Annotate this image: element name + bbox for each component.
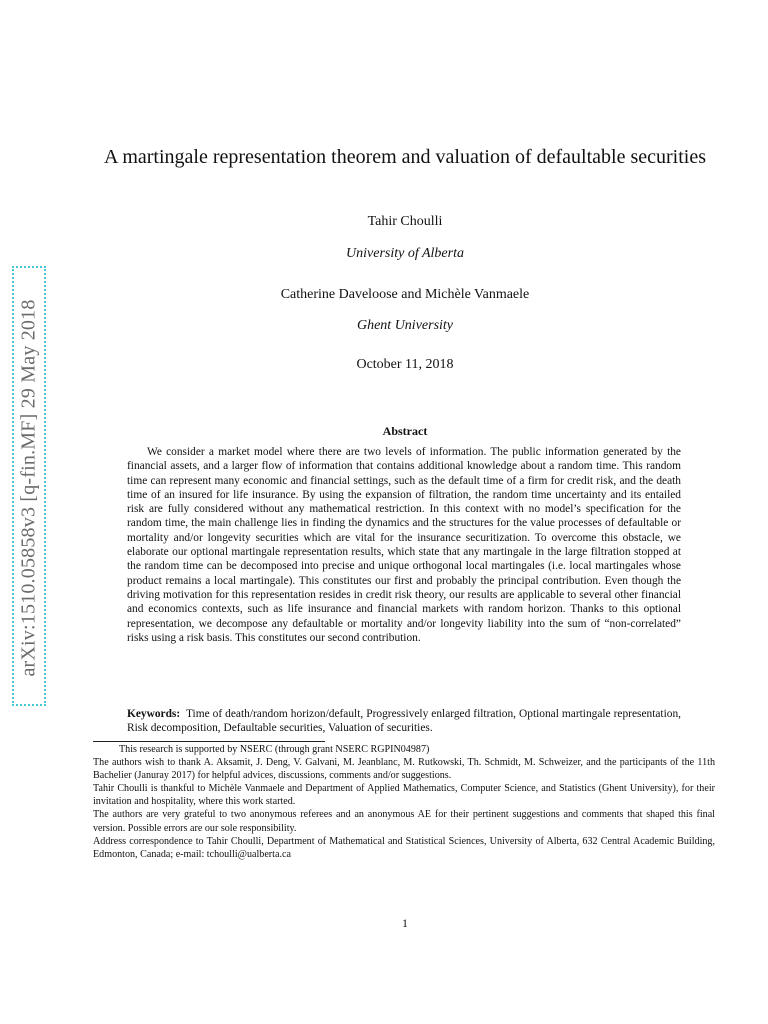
footnote-correspondence: Address correspondence to Tahir Choulli, Department of Mathematical and Statistical Sciences, University of Alberta, 632 Central Academic Building, Edmonton, Canada; e-mail: tchoulli@ualberta.ca [93,835,715,860]
page-number: 1 [402,916,408,930]
paper-date: October 11, 2018 [356,357,454,372]
arxiv-identifier[interactable]: arXiv:1510.05858v3 [q-fin.MF] 29 May 2018 [17,299,40,677]
author-1-affiliation: University of Alberta [346,246,464,261]
author-1-name: Tahir Choulli [367,214,443,229]
footnotes [93,743,715,861]
footnote-thanks: Tahir Choulli is thankful to Michèle Vanmaele and Department of Applied Mathematics, Computer Science, and Statistics (Ghent University), for their invitation and hospitality, where this work started. [93,783,715,808]
footnote-acknowledgements: The authors wish to thank A. Aksamit, J. Deng, V. Galvani, M. Jeanblanc, M. Rutkowski, Th. Schmidt, M. Schweizer, and the participants of the 11th Bachelier (Januray 2017) for helpful advices, discussions, comments and/or suggestions. [93,757,715,782]
paper-title: A martingale representation theorem and valuation of defaultable securities [104,146,706,168]
keywords-label: Keywords: [127,708,181,720]
author-2-name: Catherine Daveloose and Michèle Vanmaele [280,287,530,302]
author-2-affiliation: Ghent University [356,318,454,333]
abstract-text: We consider a market model where there are two levels of information. The public information generated by the financial assets, and a larger flow of information that contains additional knowledge about a random time. This random time can represent many economic and financial settings, such as the default time of a firm for credit risk, and the death time of an insured for life insurance. By using the expansion of filtration, the random time uncertainty and its entailed risk are fully considered without any mathematical restriction. In this context with no model’s specification for the random time, the main challenge lies in finding the dynamics and the structures for the value processes of defaultable or mortality and/or longevity securities which are vital for the insurance securitization. To overcome this obstacle, we elaborate our optional martingale representation results, which state that any martingale in the large filtration stopped at the random time can be decomposed into precise and unique orthogonal local martingales (i.e. local martingales whose product remains a local martingale). This constitutes our first and probably the principal contribution. Even though the driving motivation for this representation resides in credit risk theory, our results are applicable to several other financial and economics contexts, such as life insurance and financial markets with random horizon. Thanks to this optional representation, we decompose any defaultable or mortality and/or longevity liability into the sum of “non-correlated” risks using a risk basis. This constitutes our second contribution. [127,446,681,644]
abstract-heading: Abstract [382,424,428,438]
footnote-referees: The authors are very grateful to two anonymous referees and an anonymous AE for their pertinent suggestions and comments that shaped this final version. Possible errors are our sole responsibility. [93,809,715,834]
keywords [127,707,681,736]
keywords-text: Time of death/random horizon/default, Progressively enlarged filtration, Optional martingale representation, Risk decomposition, Defaultable securities, Valuation of securities. [127,708,681,735]
footnote-funding: This research is supported by NSERC (through grant NSERC RGPIN04987) [119,744,430,755]
footnote-divider [93,741,325,742]
